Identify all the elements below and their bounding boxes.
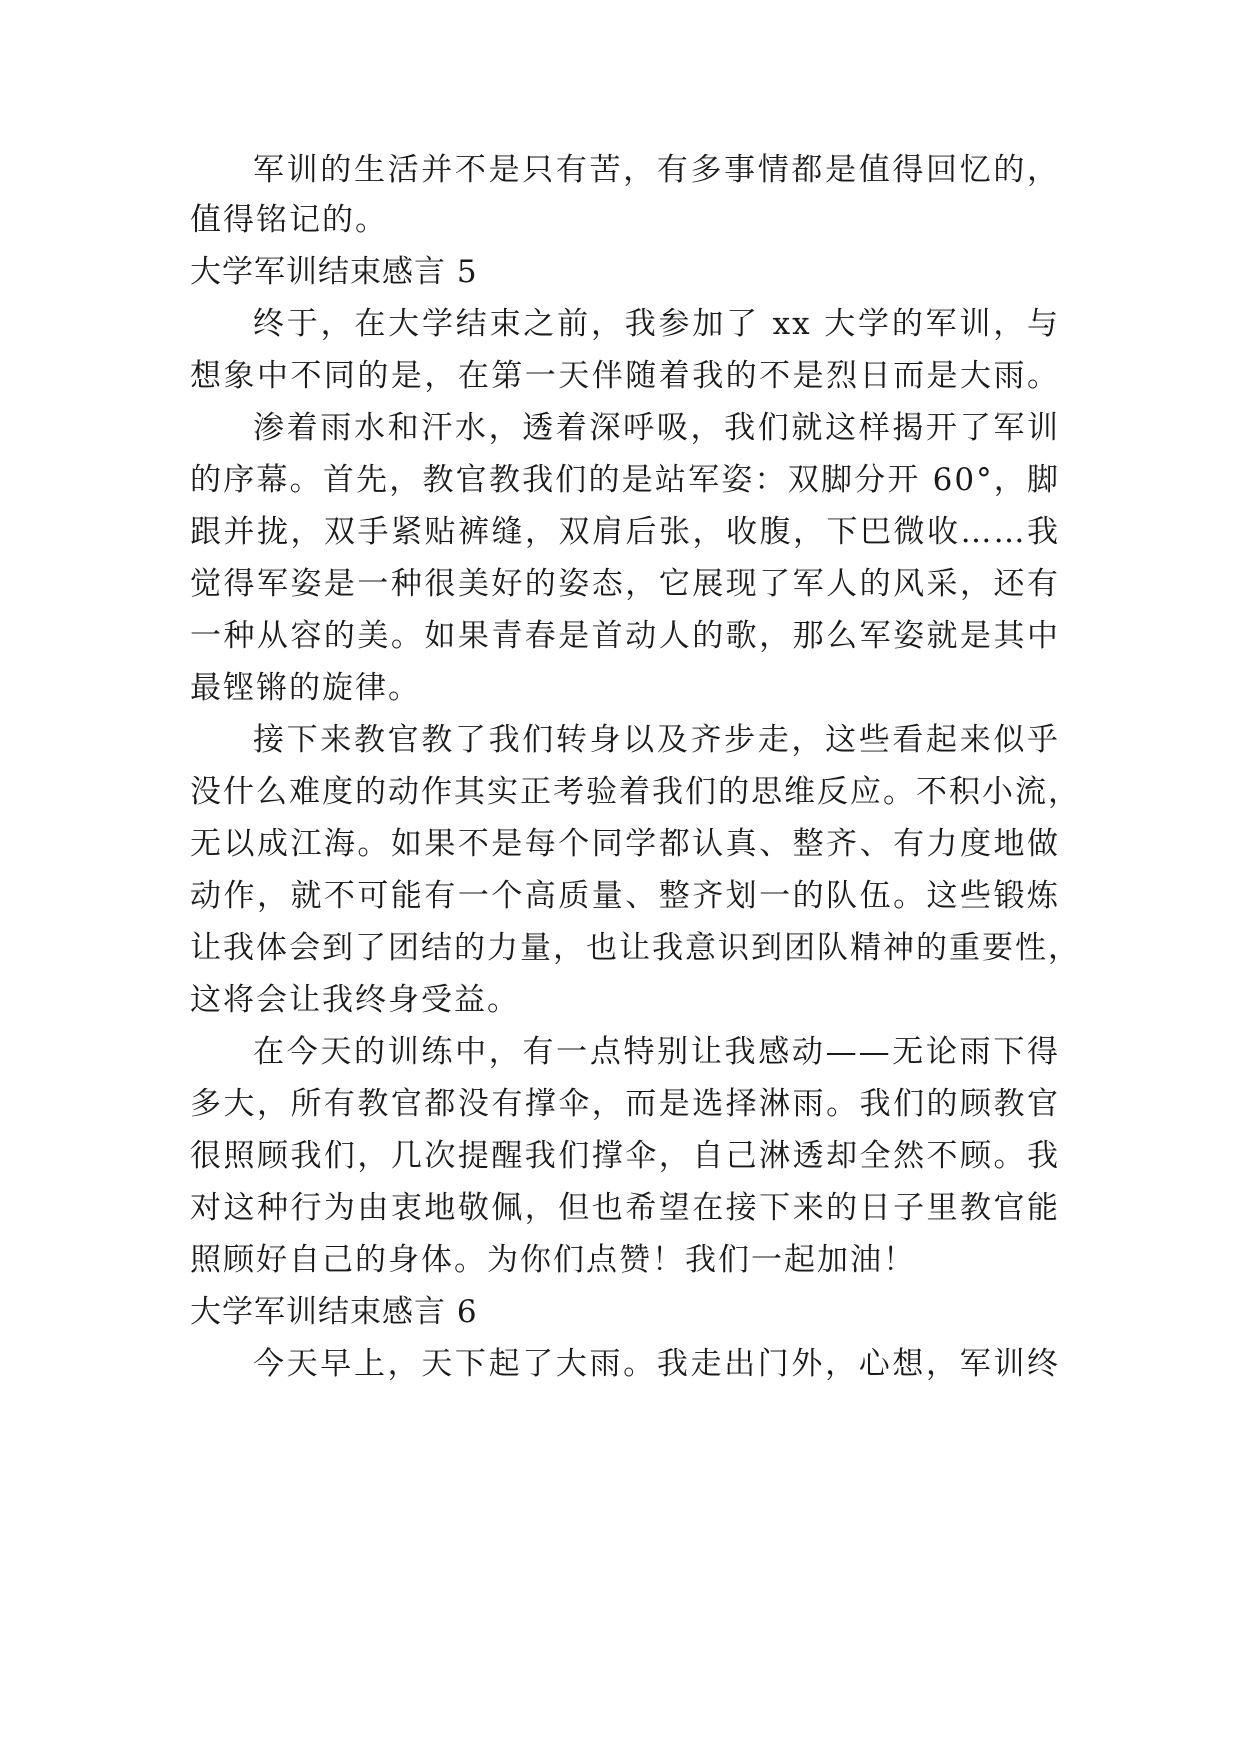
paragraph-line: 多大，所有教官都没有撑伞，而是选择淋雨。我们的顾教官 [190, 1086, 1060, 1122]
paragraph-line: 这将会让我终身受益。 [190, 982, 520, 1018]
paragraph-line: 军训的生活并不是只有苦，有多事情都是值得回忆的， [253, 152, 1060, 188]
paragraph-line: 值得铭记的。 [190, 202, 388, 238]
paragraph-line: 照顾好自己的身体。为你们点赞！我们一起加油！ [190, 1242, 916, 1278]
paragraph-line: 对这种行为由衷地敬佩，但也希望在接下来的日子里教官能 [190, 1190, 1060, 1226]
paragraph-line: 动作，就不可能有一个高质量、整齐划一的队伍。这些锻炼 [190, 878, 1060, 914]
section-heading: 大学军训结束感言 6 [190, 1294, 478, 1330]
paragraph-line: 跟并拢，双手紧贴裤缝，双肩后张，收腹，下巴微收……我 [190, 514, 1060, 550]
paragraph-line: 没什么难度的动作其实正考验着我们的思维反应。不积小流， [190, 774, 1081, 810]
paragraph-line: 终于，在大学结束之前，我参加了 xx 大学的军训，与 [253, 306, 1060, 342]
paragraph-line: 让我体会到了团结的力量，也让我意识到团队精神的重要性， [190, 930, 1081, 966]
paragraph-line: 一种从容的美。如果青春是首动人的歌，那么军姿就是其中 [190, 618, 1060, 654]
paragraph-line: 最铿锵的旋律。 [190, 670, 421, 706]
paragraph-line: 今天早上，天下起了大雨。我走出门外，心想，军训终 [253, 1346, 1060, 1382]
paragraph-line: 想象中不同的是，在第一天伴随着我的不是烈日而是大雨。 [190, 358, 1060, 394]
paragraph-line: 在今天的训练中，有一点特别让我感动——无论雨下得 [253, 1034, 1060, 1070]
paragraph-line: 渗着雨水和汗水，透着深呼吸，我们就这样揭开了军训 [253, 410, 1060, 446]
paragraph-line: 接下来教官教了我们转身以及齐步走，这些看起来似乎 [253, 722, 1060, 758]
section-heading: 大学军训结束感言 5 [190, 254, 478, 290]
paragraph-line: 无以成江海。如果不是每个同学都认真、整齐、有力度地做 [190, 826, 1060, 862]
paragraph-line: 觉得军姿是一种很美好的姿态，它展现了军人的风采，还有 [190, 566, 1060, 602]
paragraph-line: 很照顾我们，几次提醒我们撑伞，自己淋透却全然不顾。我 [190, 1138, 1060, 1174]
paragraph-line: 的序幕。首先，教官教我们的是站军姿：双脚分开 60°，脚 [190, 462, 1060, 498]
